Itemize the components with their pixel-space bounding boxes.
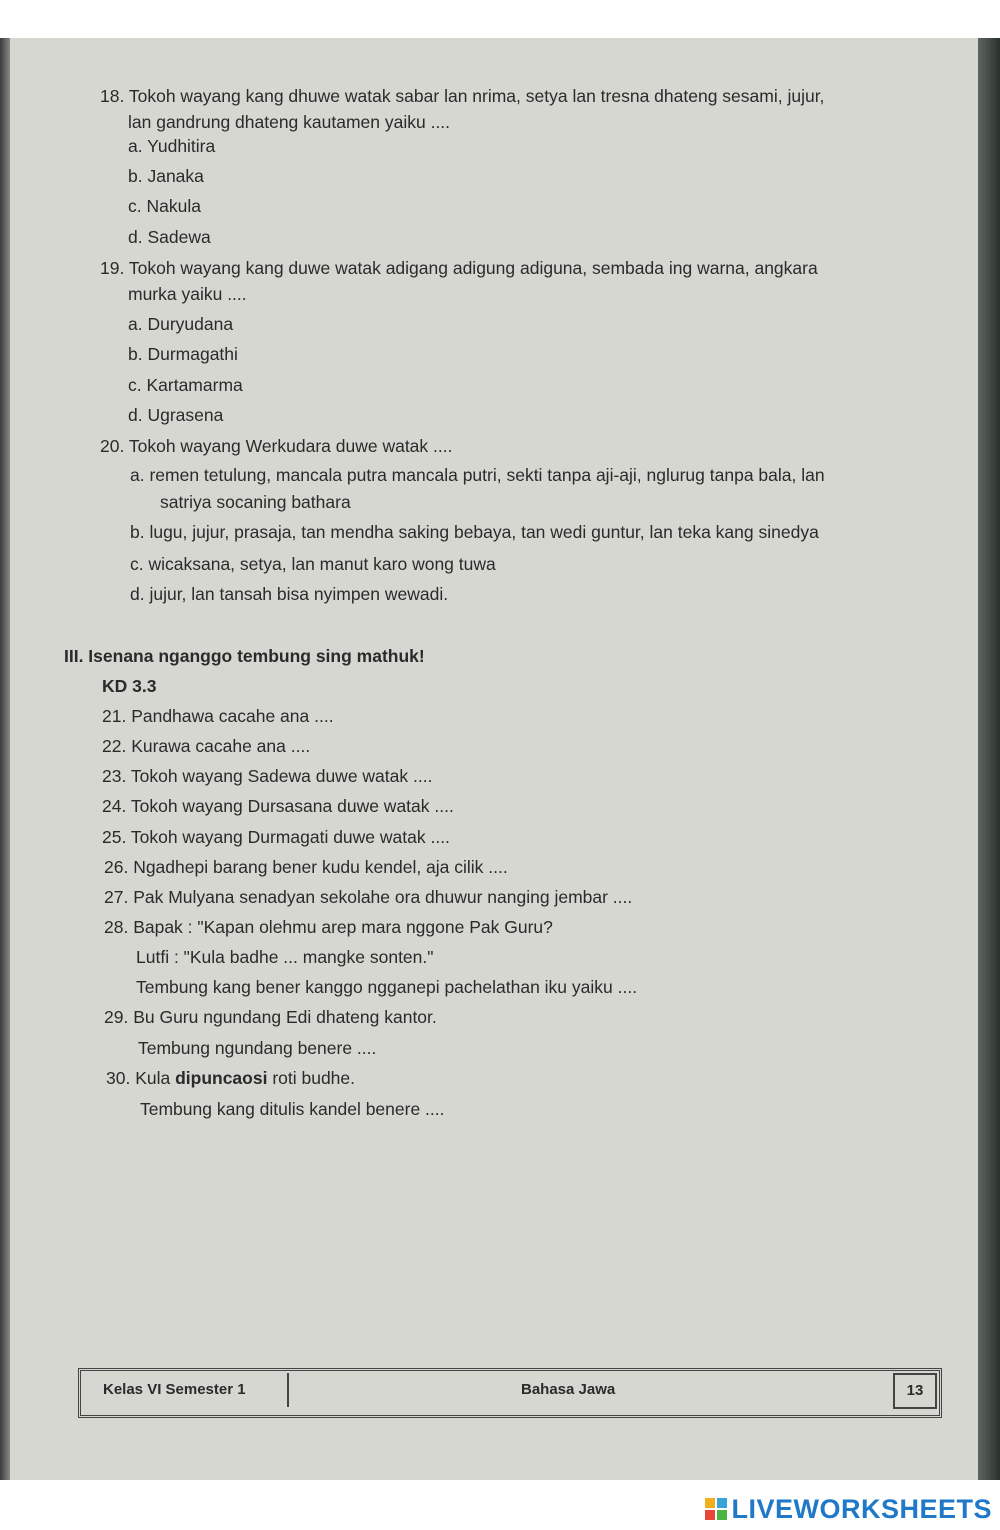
question-30-bold-word: dipuncaosi	[175, 1068, 268, 1088]
question-18-option-a: a. Yudhitira	[128, 136, 216, 156]
question-21: 21. Pandhawa cacahe ana ....	[102, 706, 334, 726]
question-20-line1: 20. Tokoh wayang Werkudara duwe watak ....	[100, 436, 453, 456]
question-19-option-a: a. Duryudana	[128, 314, 234, 334]
question-19-line2: murka yaiku ....	[128, 284, 247, 304]
section-heading: III. Isenana nganggo tembung sing mathuk!	[64, 646, 425, 666]
question-28-lutfi: Lutfi : "Kula badhe ... mangke sonten."	[136, 947, 434, 967]
liveworksheets-logo	[705, 1494, 992, 1524]
footer-subject: Bahasa Jawa	[521, 1381, 616, 1398]
question-19-option-b: b. Durmagathi	[128, 344, 238, 364]
page-right-edge	[978, 38, 1000, 1480]
question-24: 24. Tokoh wayang Dursasana duwe watak ....	[102, 796, 454, 816]
question-20-option-c: c. wicaksana, setya, lan manut karo wong tuwa	[130, 554, 496, 574]
question-28-prompt: Tembung kang bener kanggo ngganepi pachelathan iku yaiku ....	[136, 977, 638, 997]
section-kd: KD 3.3	[102, 676, 157, 696]
question-27: 27. Pak Mulyana senadyan sekolahe ora dhuwur nanging jembar ....	[104, 887, 633, 907]
question-20-option-a: a. remen tetulung, mancala putra mancala putri, sekti tanpa aji-aji, nglurug tanpa bala, lan	[130, 465, 825, 485]
question-19-option-d: d. Ugrasena	[128, 405, 224, 425]
page-footer	[78, 1368, 942, 1418]
question-26: 26. Ngadhepi barang bener kudu kendel, aja cilik ....	[104, 857, 508, 877]
question-25: 25. Tokoh wayang Durmagati duwe watak ....	[102, 827, 450, 847]
question-23: 23. Tokoh wayang Sadewa duwe watak ....	[102, 766, 433, 786]
question-30-post: roti budhe.	[267, 1068, 356, 1088]
question-18-option-d: d. Sadewa	[128, 227, 211, 247]
question-19-line1: 19. Tokoh wayang kang duwe watak adigang adigung adiguna, sembada ing warna, angkara	[100, 258, 818, 278]
question-19-option-c: c. Kartamarma	[128, 375, 243, 395]
question-28: 28. Bapak : "Kapan olehmu arep mara nggone Pak Guru?	[104, 917, 553, 937]
question-30-prompt: Tembung kang ditulis kandel benere ....	[140, 1099, 445, 1119]
question-20-option-a-cont: satriya socaning bathara	[160, 492, 351, 512]
question-29-prompt: Tembung ngundang benere ....	[138, 1038, 377, 1058]
question-18-line1: 18. Tokoh wayang kang dhuwe watak sabar lan nrima, setya lan tresna dhateng sesami, jujur,	[100, 86, 825, 106]
question-18-option-c: c. Nakula	[128, 196, 201, 216]
question-20-option-d: d. jujur, lan tansah bisa nyimpen wewadi.	[130, 584, 449, 604]
footer-page-number: 13	[893, 1373, 937, 1409]
footer-class-label: Kelas VI Semester 1	[83, 1373, 289, 1407]
liveworksheets-logo-icon	[705, 1498, 727, 1520]
question-20-option-b: b. lugu, jujur, prasaja, tan mendha saking bebaya, tan wedi guntur, lan teka kang sinedya	[130, 522, 819, 542]
question-18-option-b: b. Janaka	[128, 166, 204, 186]
question-18-line2: lan gandrung dhateng kautamen yaiku ....	[128, 112, 451, 132]
question-22: 22. Kurawa cacahe ana ....	[102, 736, 311, 756]
question-30-pre: 30. Kula	[106, 1068, 176, 1088]
liveworksheets-logo-text: LIVEWORKSHEETS	[731, 1493, 992, 1524]
question-29: 29. Bu Guru ngundang Edi dhateng kantor.	[104, 1007, 437, 1027]
question-30	[106, 1068, 355, 1088]
worksheet-page	[10, 38, 978, 1480]
